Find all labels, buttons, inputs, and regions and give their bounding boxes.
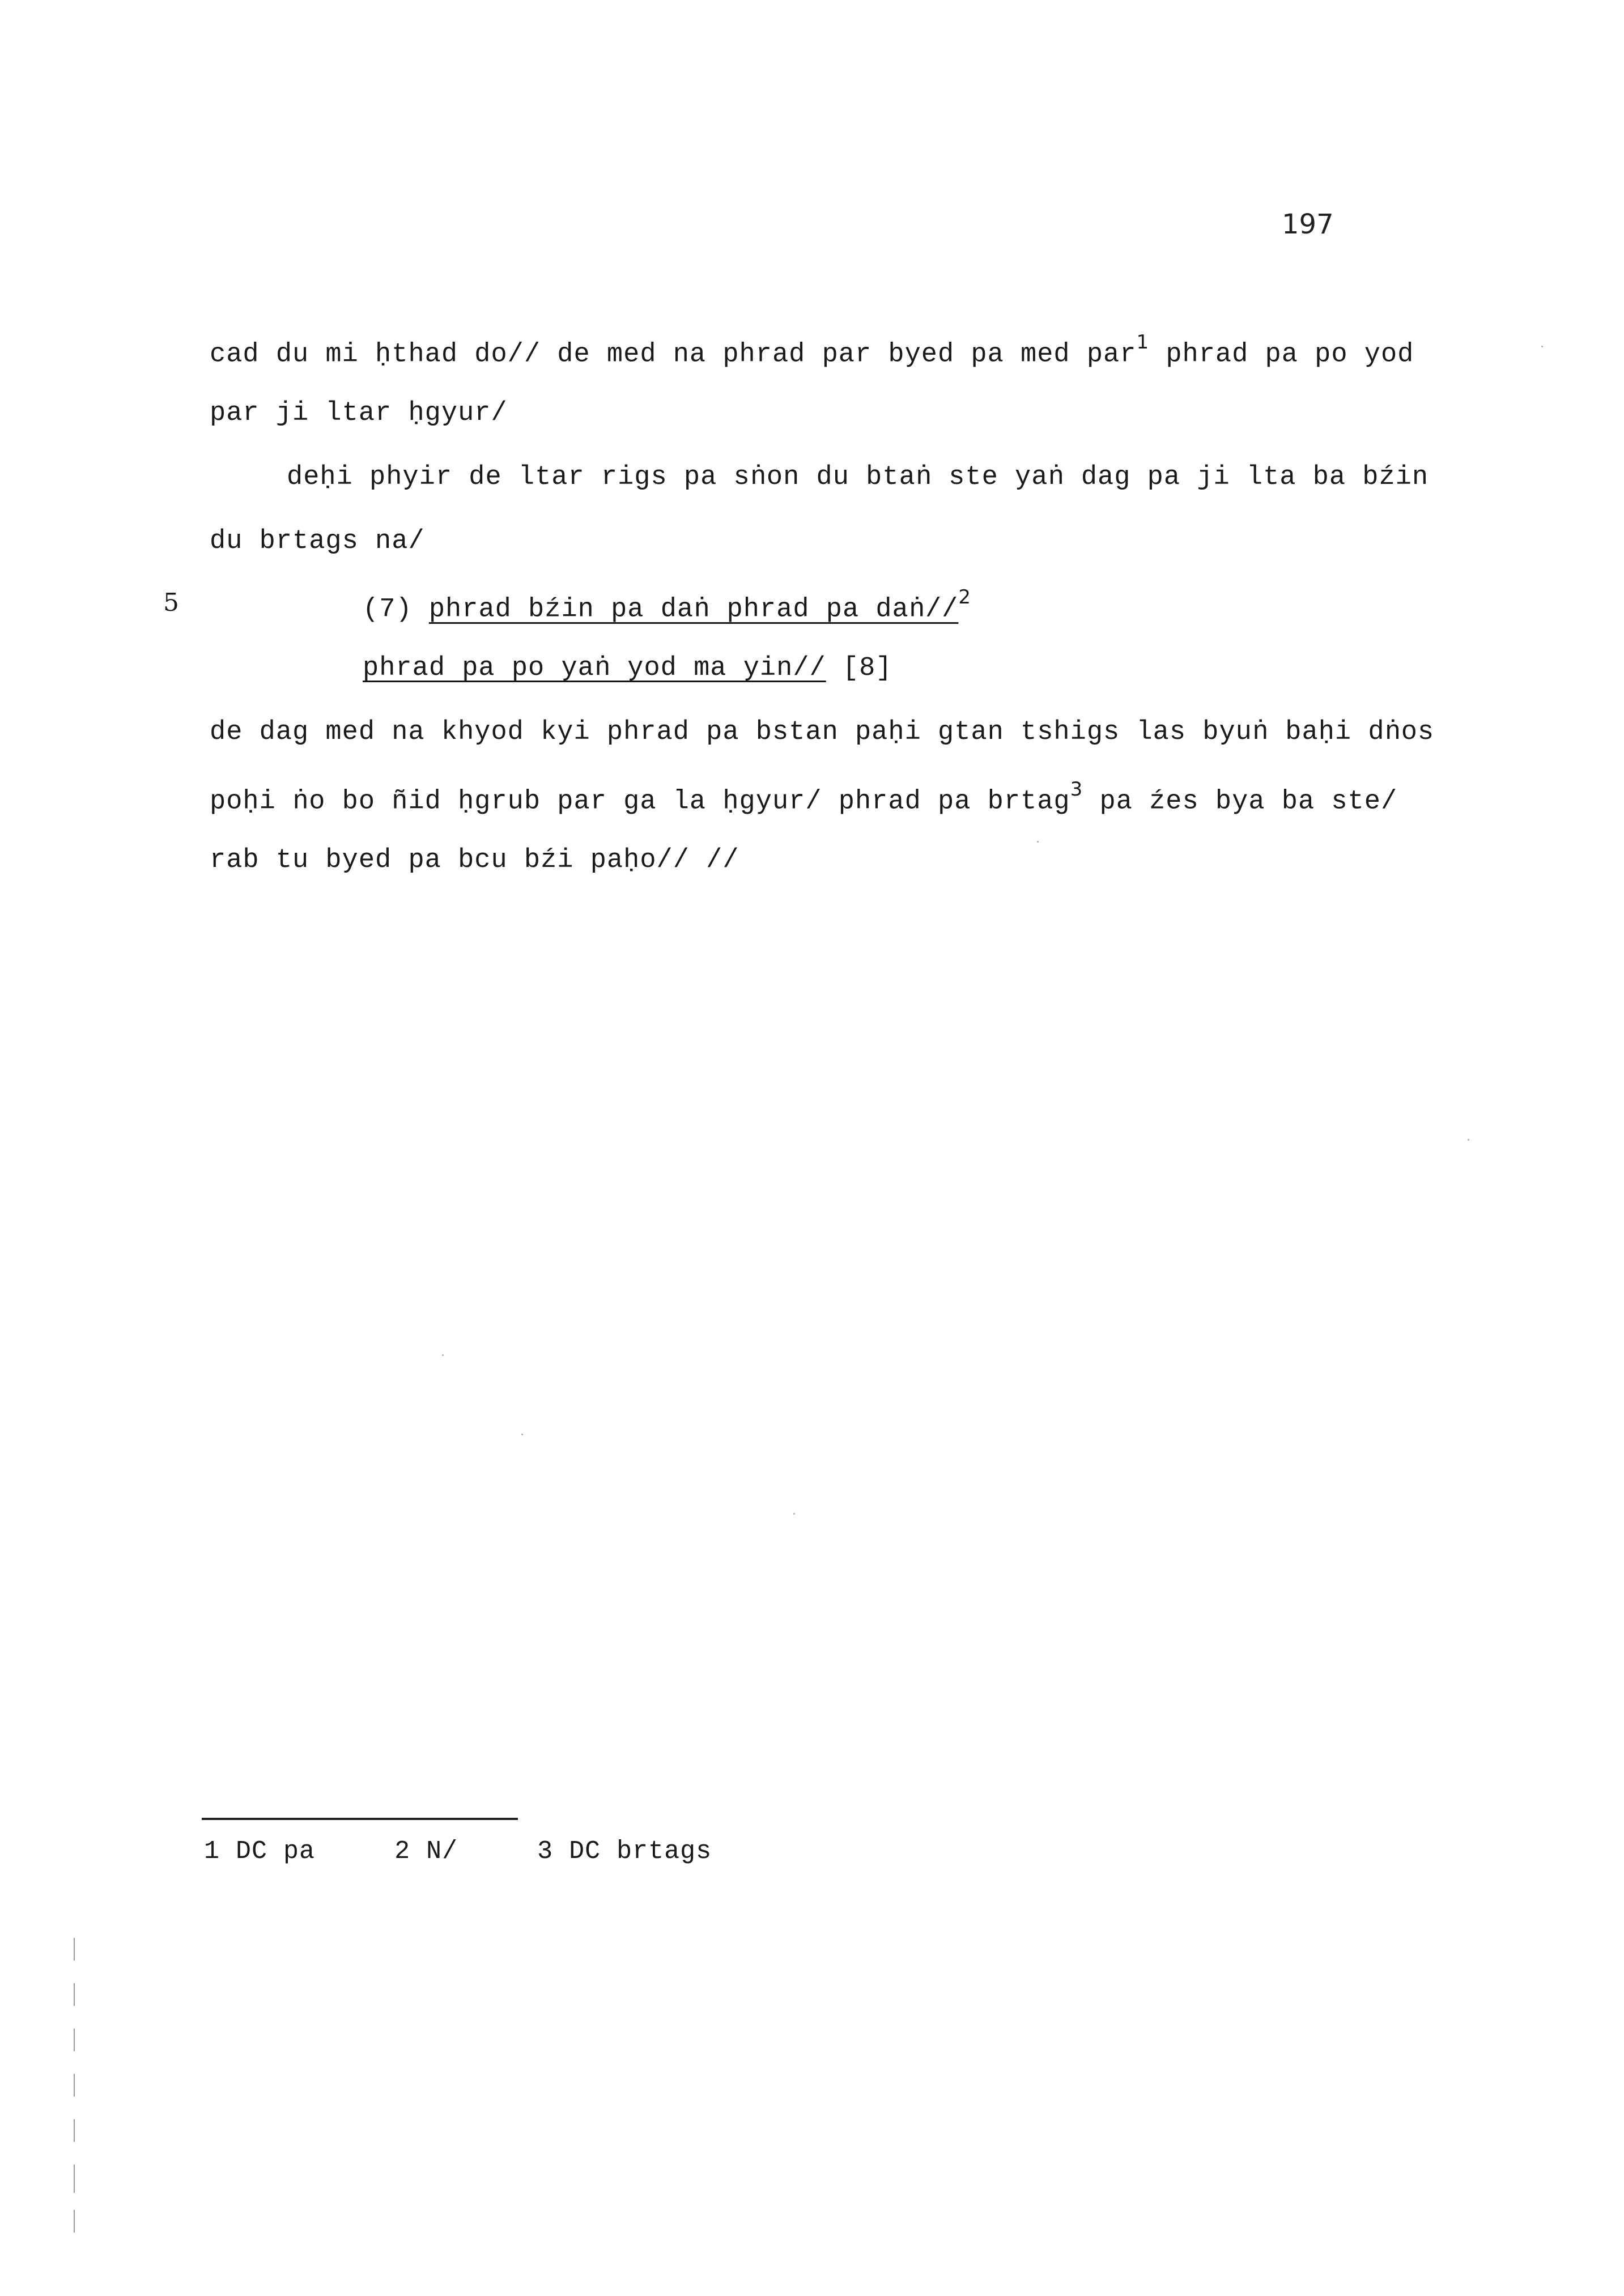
scan-mark	[74, 2119, 75, 2142]
footnote-1: 1 DC pa	[204, 1837, 316, 1866]
text-line-8: poḥi ṅo bo ñid ḥgrub par ga la ḥgyur/ phrad pa brtag$^3$ pa źes bya ba ste/	[210, 778, 1398, 817]
verse-line-2	[363, 653, 892, 683]
verse-text-underlined: phrad pa po yaṅ yod ma yin//	[363, 653, 826, 683]
text-line-7: de dag med na khyod kyi phrad pa bstan paḥi gtan tshigs las byuṅ baḥi dṅos	[210, 717, 1435, 747]
scan-mark	[74, 1983, 75, 2006]
scan-speck	[442, 1354, 444, 1356]
scan-mark	[74, 2074, 75, 2097]
scan-speck	[521, 1434, 523, 1435]
text-line-1: cad du mi ḥthad do// de med na phrad par byed pa med par$^1$ phrad pa po yod	[210, 331, 1414, 370]
scan-mark	[74, 2210, 75, 2233]
footnote-separator	[202, 1818, 518, 1820]
text-line-4: du brtags na/	[210, 526, 425, 556]
verse-line-1: (7) phrad bźin pa daṅ phrad pa daṅ//$^2$	[363, 586, 972, 625]
scan-mark	[74, 2029, 75, 2051]
verse-reference: [8]	[826, 653, 892, 683]
footnotes	[204, 1837, 712, 1866]
scan-mark	[74, 1938, 75, 1961]
verse-text-underlined: phrad bźin pa daṅ phrad pa daṅ//	[428, 594, 959, 625]
page-number: 197	[1282, 209, 1334, 240]
footnote-ref-2: 2	[958, 586, 972, 609]
scan-speck	[1541, 346, 1543, 347]
scan-speck	[1037, 841, 1039, 843]
scan-speck	[1468, 1139, 1469, 1141]
line-number-marker: 5	[163, 588, 179, 617]
footnote-ref-3: 3	[1070, 778, 1083, 801]
text-line-2: par ji ltar ḥgyur/	[210, 398, 508, 428]
footnote-3: 3 DC brtags	[537, 1837, 712, 1866]
scan-speck	[793, 1513, 795, 1515]
text-line-9: rab tu byed pa bcu bźi paḥo// //	[210, 845, 739, 875]
footnote-2: 2 N/	[394, 1837, 458, 1866]
text-line-3: deḥi phyir de ltar rigs pa sṅon du btaṅ ste yaṅ dag pa ji lta ba bźin	[287, 462, 1429, 492]
scan-mark	[74, 2165, 75, 2193]
footnote-ref-1: 1	[1136, 331, 1150, 354]
